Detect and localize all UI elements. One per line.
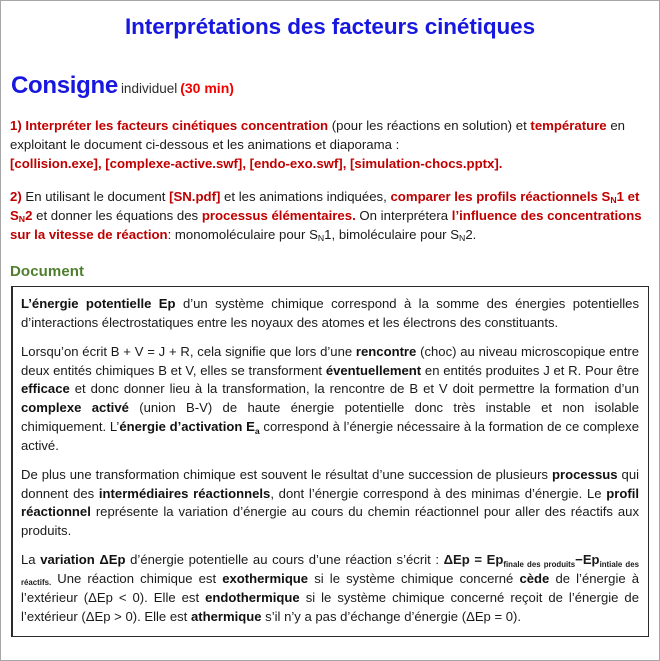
formula-equals: = bbox=[474, 552, 483, 568]
instruction-2-doc-ref: [SN.pdf] bbox=[169, 188, 221, 204]
p2-t3: en entités produites J et R. Pour être bbox=[424, 362, 640, 378]
consigne-mode: individuel bbox=[120, 81, 178, 96]
instruction-2-sub4: N bbox=[459, 233, 466, 244]
consigne-label: Consigne bbox=[11, 72, 118, 99]
p4-t6: si le système chimique concerné reçoit de l’énergie de l’extérieur (ΔEp > 0). Elle est bbox=[21, 589, 639, 624]
instruction-1-files: [collision.exe], [complexe-active.swf], [endo-exo.swf], [simulation-chocs.pptx]. bbox=[10, 156, 503, 172]
instruction-1-mid: (pour les réactions en solution) et bbox=[331, 118, 527, 134]
document-paragraph-3 bbox=[21, 466, 639, 541]
instruction-1-number: 1) bbox=[10, 118, 22, 134]
p1-rest: d’un système chimique correspond à la somme des énergies potentielles d’interactions électrostatiques entre les noyaux des atomes et les électrons des constituants. bbox=[21, 296, 639, 330]
formula-ep-initial: Ep bbox=[582, 552, 600, 568]
document-paragraph-1 bbox=[21, 295, 639, 333]
formula-sub-produits: finale des produits bbox=[503, 559, 576, 569]
consigne-duration: (30 min) bbox=[180, 80, 234, 96]
p2-bold-eventuellement: éventuellement bbox=[325, 362, 422, 378]
p4-t4: si le système chimique concerné bbox=[314, 571, 514, 586]
p4-t5: de l’énergie à l’extérieur (ΔEp < 0). Elle est bbox=[21, 571, 640, 605]
instruction-2-part3: et donner les équations des bbox=[36, 207, 199, 223]
document-section-heading: Document bbox=[10, 263, 85, 281]
formula-minus: − bbox=[575, 552, 583, 568]
p4-bold-athermique: athermique bbox=[190, 608, 262, 624]
p3-t4: représente la variation d’énergie au cours du chemin réactionnel pour aller des réactifs aux produits. bbox=[21, 504, 640, 539]
instruction-2-number: 2) bbox=[10, 188, 22, 204]
emphasis-sn-a: comparer les profils réactionnels S bbox=[390, 188, 611, 204]
instruction-1-keyword: température bbox=[530, 118, 607, 134]
p2-t6: correspond à l’énergie nécessaire à la formation de ce complexe activé. bbox=[21, 419, 639, 453]
instructions-list bbox=[10, 116, 650, 244]
p4-bold-variation: variation ΔEp bbox=[40, 552, 126, 568]
page-title: Interprétations des facteurs cinétiques bbox=[125, 14, 535, 39]
instruction-2-part5: : monomoléculaire pour S bbox=[167, 226, 318, 242]
consigne-heading-row bbox=[11, 73, 650, 98]
instruction-2-part1: En utilisant le document bbox=[25, 188, 166, 204]
emphasis-sn-sub1: N bbox=[610, 195, 617, 206]
formula-lhs: ΔEp bbox=[443, 552, 470, 568]
p2-t1: Lorsqu’on écrit B + V = J + R, cela signifie que lors d’une bbox=[21, 343, 353, 359]
p3-bold-processus: processus bbox=[552, 466, 618, 482]
p2-bold-energie-activation bbox=[119, 419, 259, 434]
instruction-2-part2: et les animations indiquées, bbox=[224, 188, 387, 204]
p4-bold-cede: cède bbox=[519, 571, 550, 586]
p3-bold-intermediaires: intermédiaires réactionnels bbox=[98, 485, 271, 501]
p4-t1: La bbox=[21, 552, 36, 568]
formula-sub-reactifs: intiale des réactifs. bbox=[21, 559, 639, 588]
instruction-1-tail: en exploitant le document ci-dessous et les animations et diaporama : bbox=[10, 118, 625, 153]
p4-bold-endothermique: endothermique bbox=[205, 589, 300, 605]
p4-t7: s’il n’y a pas d’échange d’énergie (ΔEp = 0). bbox=[265, 608, 522, 624]
p4-t3: Une réaction chimique est bbox=[57, 571, 217, 586]
emphasis-sn-b: 1 et S bbox=[10, 188, 640, 223]
instruction-item-1 bbox=[10, 116, 650, 173]
p3-t3: , dont l’énergie correspond à des minimas d’énergie. Le bbox=[270, 485, 602, 501]
instruction-2-part4: On interprétera bbox=[359, 207, 449, 223]
instruction-2-emphasis-influence: l’influence des concentrations sur la vitesse de réaction bbox=[10, 207, 642, 242]
instruction-2-part6: 1, bimoléculaire pour S bbox=[324, 226, 460, 242]
p3-t2: qui donnent des bbox=[21, 466, 640, 501]
instruction-2-sub3: N bbox=[317, 233, 325, 244]
p3-bold-profil-reactionnel: profil réactionnel bbox=[21, 485, 639, 520]
delta-ep-formula bbox=[444, 552, 600, 567]
p2-t2: (choc) au niveau microscopique entre deux entités chimiques B et V, elles se transforment bbox=[21, 343, 640, 378]
document-paragraph-4 bbox=[21, 551, 639, 626]
p2-b5-a: énergie d’activation E bbox=[119, 419, 255, 435]
instruction-2-emphasis-processus: processus élémentaires. bbox=[201, 207, 356, 223]
document-paragraph-2 bbox=[21, 343, 639, 456]
p2-t4: et donc donner lieu à la transformation, la rencontre de B et V doit permettre la formation d’un bbox=[74, 381, 639, 397]
emphasis-sn-sub2: N bbox=[18, 214, 26, 225]
p1-bold-energie: L’énergie potentielle Ep bbox=[21, 296, 176, 312]
p2-t5: (union B-V) de haute énergie potentielle donc très instable et non isolable chimiquement. L’ bbox=[21, 400, 639, 435]
page-content bbox=[1, 1, 659, 637]
instruction-1-lead: Interpréter les facteurs cinétiques concentration bbox=[25, 118, 329, 134]
p2-b5-sub-a: a bbox=[254, 425, 260, 436]
p2-bold-efficace: efficace bbox=[21, 381, 70, 397]
document-text-box bbox=[11, 286, 649, 637]
instruction-2-part7: 2. bbox=[465, 226, 477, 242]
p4-t2: d’énergie potentielle au cours d’une réaction s’écrit : bbox=[130, 552, 439, 568]
p2-bold-rencontre: rencontre bbox=[355, 343, 417, 359]
emphasis-sn-c: 2 bbox=[25, 207, 33, 223]
instruction-item-2 bbox=[10, 187, 650, 244]
formula-ep-final: Ep bbox=[486, 552, 504, 568]
p4-bold-exothermique: exothermique bbox=[222, 571, 309, 586]
p3-t1: De plus une transformation chimique est souvent le résultat d’une succession de plusieurs bbox=[21, 466, 548, 482]
p2-bold-complexe-active: complexe activé bbox=[21, 400, 129, 416]
